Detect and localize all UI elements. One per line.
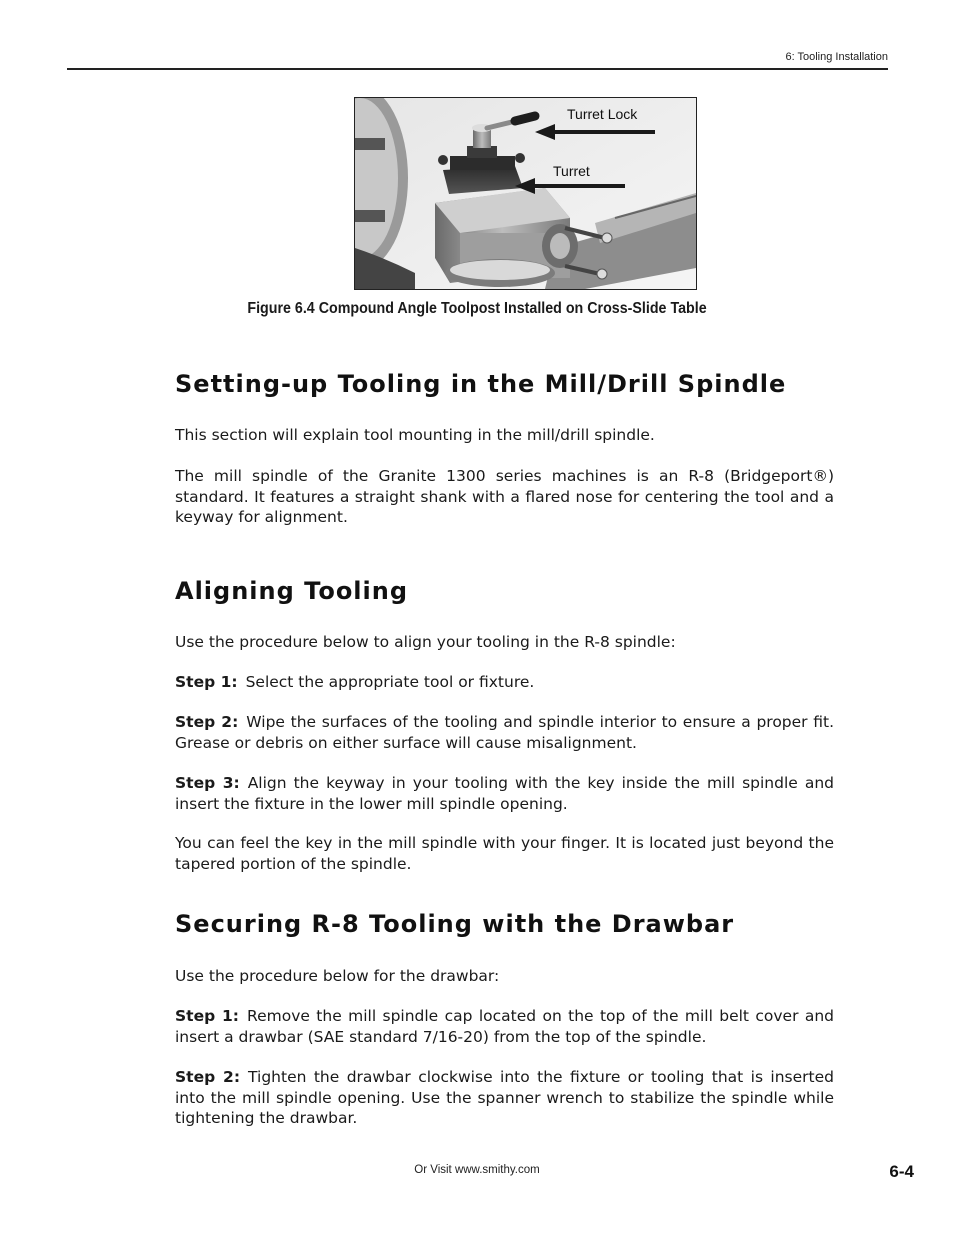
page-number: 6-4 — [889, 1162, 914, 1181]
section-title-setup: Setting-up Tooling in the Mill/Drill Spindle — [175, 370, 787, 398]
step-text: Remove the mill spindle cap located on the top of the mill belt cover and insert a drawbar (SAE standard 7/16-20) from the top of the spindle. — [175, 1007, 834, 1046]
step-label: Step 1: — [175, 673, 238, 691]
step-label: Step 3: — [175, 774, 240, 792]
step-label: Step 2: — [175, 1068, 241, 1086]
figure-caption: Figure 6.4 Compound Angle Toolpost Installed on Cross-Slide Table — [247, 300, 707, 317]
drawbar-step-2 — [175, 1067, 834, 1129]
aligning-note: You can feel the key in the mill spindle with your finger. It is located just beyond the tapered portion of the spindle. — [175, 834, 834, 873]
toolpost-illustration — [355, 98, 696, 289]
step-text: Align the keyway in your tooling with the key inside the mill spindle and insert the fixture in the lower mill spindle opening. — [175, 774, 834, 813]
drawbar-intro: Use the procedure below for the drawbar: — [175, 967, 500, 985]
section-title-aligning: Aligning Tooling — [175, 577, 409, 605]
step-text: Wipe the surfaces of the tooling and spindle interior to ensure a proper fit. Grease or debris on either surface will cause misalignment. — [175, 713, 834, 752]
running-header: 6: Tooling Installation — [785, 51, 888, 63]
setup-intro: This section will explain tool mounting in the mill/drill spindle. — [175, 426, 655, 444]
aligning-step-2 — [175, 712, 834, 753]
setup-description: The mill spindle of the Granite 1300 series machines is an R-8 (Bridgeport®) standard. It features a straight shank with a flared nose for centering the tool and a keyway for alignment. — [175, 467, 834, 526]
turret-label: Turret — [553, 163, 590, 179]
header-rule — [67, 68, 888, 70]
aligning-step-1 — [175, 672, 834, 693]
aligning-step-3 — [175, 773, 834, 814]
aligning-intro: Use the procedure below to align your tooling in the R-8 spindle: — [175, 633, 676, 651]
drawbar-step-1 — [175, 1006, 834, 1047]
step-label: Step 2: — [175, 713, 239, 731]
step-label: Step 1: — [175, 1007, 240, 1025]
step-text: Tighten the drawbar clockwise into the fixture or tooling that is inserted into the mill spindle opening. Use the spanner wrench to stabilize the spindle while tightening the drawbar. — [175, 1068, 834, 1127]
footer-website: Or Visit www.smithy.com — [414, 1164, 540, 1176]
turret-lock-label: Turret Lock — [567, 106, 638, 122]
step-text: Select the appropriate tool or fixture. — [245, 673, 535, 691]
section-title-drawbar: Securing R-8 Tooling with the Drawbar — [175, 910, 735, 938]
toolpost-photo — [354, 97, 697, 290]
